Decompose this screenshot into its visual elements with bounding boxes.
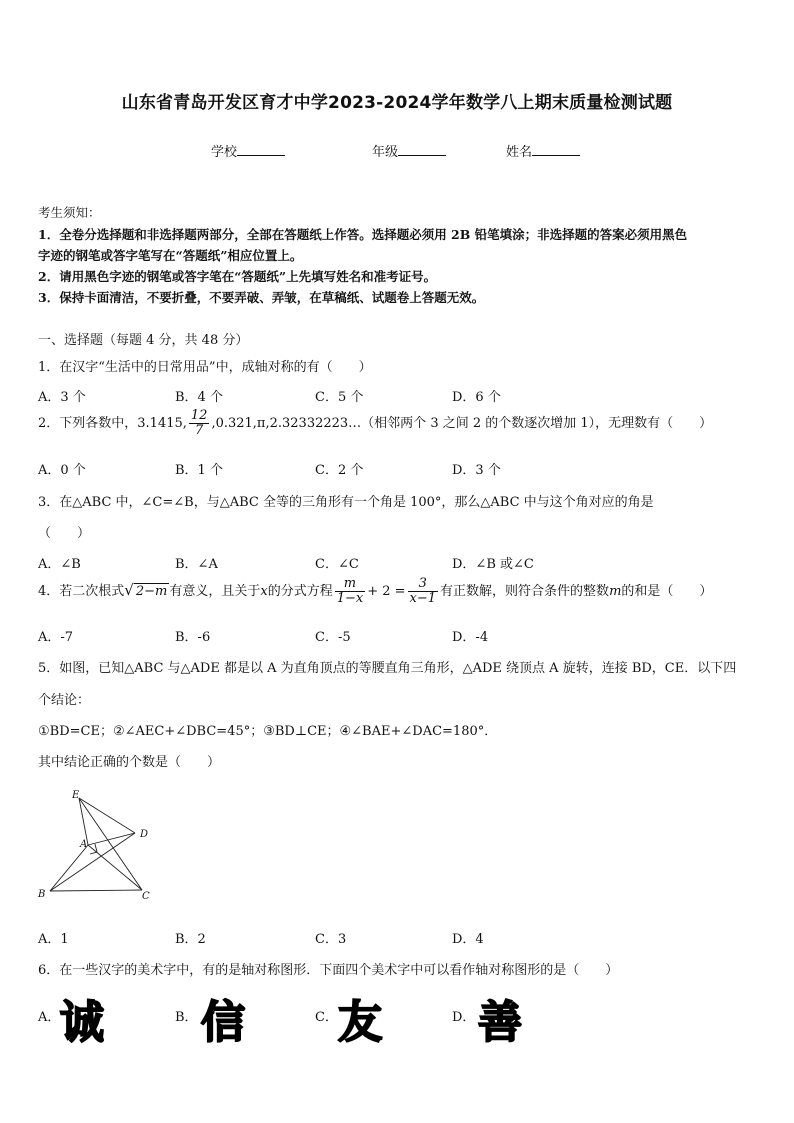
q6-label-a: A．: [38, 1010, 61, 1025]
art-char-shan: 善: [478, 997, 522, 1048]
label-c: C: [142, 891, 150, 902]
q3-line2: （ ）: [38, 526, 91, 541]
page-title: 山东省青岛开发区育才中学2023-2024学年数学八上期末质量检测试题: [121, 93, 673, 113]
note-2: 2．请用黑色字迹的钢笔或答字笔在“答题纸”上先填写姓名和准考证号。: [38, 269, 437, 284]
grade-field: [372, 141, 446, 160]
q4-stem: [38, 577, 712, 606]
q2-numerator: 12: [190, 408, 208, 423]
q2-option-d: D．3 个: [452, 463, 501, 478]
q2-option-a: A．0 个: [38, 463, 86, 478]
q4-m: m: [609, 584, 622, 599]
segment-bc: [50, 890, 142, 891]
name-field: [506, 141, 580, 160]
q4-f1-numerator: m: [343, 576, 357, 591]
q1-option-a: A．3 个: [38, 390, 86, 405]
q4-fraction-2: [408, 577, 439, 606]
q4-f1-denominator: 1−x: [336, 591, 364, 606]
label-b: B: [38, 889, 46, 900]
q3-option-b: B．∠A: [175, 557, 218, 572]
q5-line1: 5．如图，已知△ABC 与△ADE 都是以 A 为直角顶点的等腰直角三角形，△ADE 绕顶点 A 旋转，连接 BD，CE．以下四: [38, 661, 737, 676]
q3-option-c: C．∠C: [315, 557, 359, 572]
q5-line2: 个结论：: [38, 693, 91, 708]
q4-f2-numerator: 3: [418, 576, 427, 591]
section-heading: 一、选择题（每题 4 分，共 48 分）: [38, 333, 249, 348]
q2-post: ,0.321,π,2.32332223…（相邻两个 3 之间 2 的个数逐次增加 1），无理数有（ ）: [211, 416, 713, 431]
q3-line1: 3．在△ABC 中，∠C=∠B，与△ABC 全等的三角形有一个角是 100°，那么△ABC 中与这个角对应的角是: [38, 495, 654, 510]
q4-option-b: B．-6: [175, 630, 211, 645]
label-a: A: [80, 839, 88, 850]
q1-option-b: B．4 个: [175, 390, 223, 405]
q6-label-b: B．: [175, 1010, 198, 1025]
q1-option-d: D．6 个: [452, 390, 501, 405]
q2-stem: [38, 409, 712, 438]
q4-fraction-1: [335, 577, 366, 606]
art-char-cheng: 诚: [60, 997, 104, 1048]
name-blank: [532, 144, 580, 156]
art-char-you: 友: [338, 997, 382, 1048]
q5-option-b: B．2: [175, 932, 206, 947]
q4-plus: + 2 =: [367, 584, 406, 599]
q4-option-d: D．-4: [452, 630, 489, 645]
label-d: D: [140, 829, 149, 840]
q5-option-a: A．1: [38, 932, 69, 947]
q5-figure: [30, 782, 160, 907]
q6-label-c: C．: [315, 1010, 338, 1025]
q5-line4: 其中结论正确的个数是（ ）: [38, 755, 221, 770]
q2-pre: 2．下列各数中，3.1415,: [38, 416, 187, 431]
q4-mid1: 有意义，且关于: [169, 584, 261, 599]
segment-ac: [88, 845, 142, 890]
segment-ba: [50, 845, 88, 891]
note-3: 3．保持卡面清洁，不要折叠，不要弄破、弄皱，在草稿纸、试题卷上答题无效。: [38, 290, 485, 305]
segment-bd: [50, 833, 135, 891]
q4-x: x: [260, 584, 268, 599]
grade-label: 年级: [372, 145, 399, 160]
q3-option-a: A．∠B: [38, 557, 81, 572]
segment-ed: [79, 798, 135, 833]
art-char-xin: 信: [201, 997, 245, 1048]
q4-mid2: 的分式方程: [267, 584, 333, 599]
q3-option-d: D．∠B 或∠C: [452, 557, 534, 572]
q4-end: 的和是（ ）: [621, 584, 713, 599]
q4-option-a: A．-7: [38, 630, 74, 645]
q2-option-c: C．2 个: [315, 463, 364, 478]
label-e: E: [72, 790, 80, 801]
q5-option-d: D．4: [452, 932, 484, 947]
segment-ad: [88, 833, 135, 845]
q2-denominator: 7: [189, 423, 210, 438]
q2-fraction: [189, 409, 210, 438]
q6-label-d: D．: [452, 1010, 476, 1025]
notes-heading: 考生须知：: [38, 205, 101, 220]
school-label: 学校: [211, 145, 238, 160]
q2-option-b: B．1 个: [175, 463, 223, 478]
q4-radicand: 2−m: [135, 584, 168, 599]
school-blank: [237, 144, 285, 156]
q4-option-c: C．-5: [315, 630, 351, 645]
note-1a: 1．全卷分选择题和非选择题两部分，全部在答题纸上作答。选择题必须用 2B 铅笔填涂；非选择题的答案必须用黑色: [38, 227, 688, 242]
q4-post: 有正数解，则符合条件的整数: [440, 584, 610, 599]
q1-stem: 1．在汉字“生活中的日常用品”中，成轴对称的有（ ）: [38, 360, 372, 375]
segment-ce: [79, 798, 142, 890]
q1-option-c: C．5 个: [315, 390, 364, 405]
school-field: [211, 141, 285, 160]
radical-sign: √: [124, 581, 134, 599]
q4-f2-denominator: x−1: [409, 591, 437, 606]
q6-stem: 6．在一些汉字的美术字中，有的是轴对称图形．下面四个美术字中可以看作轴对称图形的是（ ）: [38, 963, 619, 978]
grade-blank: [398, 144, 446, 156]
q5-option-c: C．3: [315, 932, 347, 947]
q5-line3: ①BD=CE；②∠AEC+∠DBC=45°；③BD⊥CE；④∠BAE+∠DAC=180°．: [38, 724, 498, 739]
note-1b: 字迹的钢笔或答字笔写在“答题纸”相应位置上。: [38, 248, 303, 263]
name-label: 姓名: [506, 145, 533, 160]
q4-pre: 4．若二次根式: [38, 584, 125, 599]
